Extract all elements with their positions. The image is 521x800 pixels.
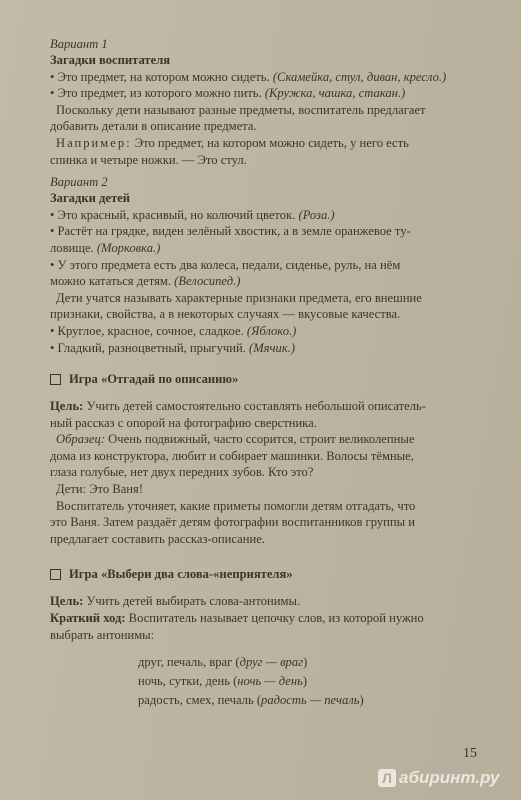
paragraph-line: добавить детали в описание предмета. [50,119,257,134]
page-content [50,36,490,710]
riddle-line: • Это красный, красивый, но колючий цветок. (Роза.) [50,207,335,222]
riddle-line: • Круглое, красное, сочное, сладкое. (Яблоко.) [50,323,297,338]
example-line: спинка и четыре ножки. — Это стул. [50,152,247,167]
riddle-line: • Гладкий, разноцветный, прыгучий. (Мячик.) [50,340,296,355]
variant1-subheading: Загадки воспитателя [50,53,171,67]
antonym-chain: ночь, сутки, день (ночь — день) [138,674,308,689]
variant2-heading: Вариант 2 [50,175,108,190]
riddle-line: • Растёт на грядке, виден зелёный хвостик, а в земле оранжевое ту- [50,224,411,239]
page-number: 15 [463,746,477,761]
game1-title [50,370,490,388]
brief-line: выбрать антонимы: [50,627,155,642]
paragraph-line: предлагает составить рассказ-описание. [50,531,265,546]
paragraph-line: признаки, свойства, а в некоторых случаях — вкусовые качества. [50,307,401,322]
variant1-heading: Вариант 1 [50,37,108,51]
sample-line: глаза голубые, нет двух передних зубов. Кто это? [50,465,314,480]
goal-line: Цель: Учить детей самостоятельно составлять небольшой описатель- [50,399,426,414]
checkbox-icon [50,569,61,580]
brief-line: Краткий ход: Воспитатель называет цепочку слов, из которой нужно [50,611,424,626]
sample-line: Образец: Очень подвижный, часто ссорится, строит великолепные [56,432,415,447]
antonym-chain: друг, печаль, враг (друг — враг) [138,655,308,670]
riddle-line: • Это предмет, из которого можно пить. (Кружка, чашка, стакан.) [50,86,406,101]
paragraph-line: Дети учатся называть характерные признаки предмета, его внешние [56,290,422,305]
checkbox-icon [50,374,61,385]
paragraph-line: это Ваня. Затем раздаёт детям фотографии воспитанников группы и [50,515,415,530]
sample-line: дома из конструктора, любит и собирает машинки. Волосы тёмные, [50,448,414,463]
goal-line: ный рассказ с опорой на фотографию сверстника. [50,415,317,430]
goal-line: Цель: Учить детей выбирать слова-антонимы. [50,594,301,609]
riddle-line: • Это предмет, на котором можно сидеть. (Скамейка, стул, диван, кресло.) [50,69,447,84]
riddle-line: можно кататься детям. (Велосипед.) [50,274,241,289]
riddle-line: • У этого предмета есть два колеса, педали, сиденье, руль, на нём [50,257,401,272]
game2-title [50,565,490,583]
labirint-logo-icon: Л [378,769,396,787]
paragraph-line: Воспитатель уточняет, какие приметы помогли детям отгадать, что [56,498,416,513]
watermark-logo [378,768,499,788]
antonym-chain: радость, смех, печаль (радость — печаль) [138,693,364,708]
game1-title-text: Игра «Отгадай по описанию» [69,372,239,387]
example-line: Например: Это предмет, на котором можно сидеть, у него есть [56,135,409,150]
variant2-subheading: Загадки детей [50,191,130,206]
riddle-line: ловище. (Морковка.) [50,240,161,255]
watermark-text: абиринт.ру [399,768,500,787]
answer-line: Дети: Это Ваня! [56,482,144,497]
antonym-chains [138,653,490,710]
game2-title-text: Игра «Выбери два слова-«неприятеля» [69,567,293,582]
paragraph-line: Поскольку дети называют разные предметы, воспитатель предлагает [56,102,426,117]
